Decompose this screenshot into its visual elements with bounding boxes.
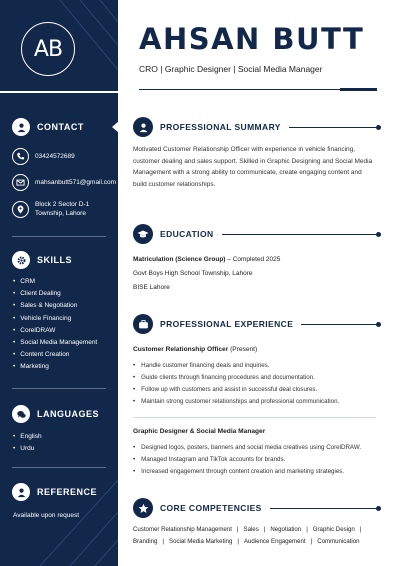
competency-item: Social Media Marketing [169,538,233,545]
sidebar-separator [12,388,106,389]
skills-heading [12,251,72,269]
languages-heading-label: LANGUAGES [37,409,100,419]
skill-item: • Social Media Management [13,337,97,349]
contact-heading [12,118,84,136]
sidebar [0,0,118,566]
speech-bubble-icon [12,405,30,423]
reference-heading-label: REFERENCE [37,487,98,497]
competency-item: Communication [317,538,360,545]
sidebar-separator [12,236,106,237]
phone-number[interactable]: 03424572689 [35,153,75,160]
competencies-heading-label: CORE COMPETENCIES [160,503,262,513]
competency-item: Audience Engagement [243,538,306,545]
competencies-row-2: Branding | Social Media Marketing | Audience Engagement | Communication [133,538,360,545]
job-separator [133,417,376,418]
competencies-row-1: Customer Relationship Management | Sales | Negotiation | Graphic Design | [133,526,362,533]
gear-icon [12,251,30,269]
summary-heading [133,117,379,137]
skill-item: • CorelDRAW [13,325,97,337]
user-icon [133,117,153,137]
job-bullet: • Managed Instagram and TikTok accounts for brands. [133,454,361,466]
skill-item: • Client Dealing [13,288,97,300]
heading-rule [270,508,379,509]
phone-icon [12,148,29,165]
job-title [133,346,257,353]
language-item: • Urdu [13,443,42,455]
skills-list [13,276,97,374]
education-degree [133,256,280,263]
sidebar-separator [12,467,106,468]
job-bullet: • Handle customer financing deals and inquiries. [133,360,339,372]
briefcase-icon [133,314,153,334]
job-bullet: • Follow up with customers and assist in successful deal closures. [133,384,339,396]
reference-heading [12,483,97,501]
sidebar-divider [0,91,118,93]
candidate-tagline: CRO | Graphic Designer | Social Media Manager [139,64,323,74]
competency-item: Branding [133,538,158,545]
contact-heading-label: CONTACT [37,122,84,132]
education-board: BISE Lahore [133,284,170,291]
heading-rule [222,234,380,235]
job-bullets [133,360,339,408]
experience-heading [133,314,379,334]
skills-heading-label: SKILLS [37,255,73,265]
education-heading [133,224,379,244]
degree-completion: – Completed 2025 [225,256,281,263]
job-title-text: Graphic Designer & Social Media Manager [133,428,266,435]
address-line-2: Township, Lahore [35,210,86,217]
skill-item: • Vehicle Financing [13,313,97,325]
language-item: • English [13,431,42,443]
skill-item: • CRM [13,276,97,288]
competency-item: Customer Relationship Management [133,526,232,533]
name-underline-accent [340,88,377,91]
envelope-icon [12,174,29,191]
job-bullet: • Designed logos, posters, banners and social media creatives using CorelDRAW. [133,442,361,454]
languages-heading [12,405,99,423]
address-line-1: Block 2 Sector D-1 [35,201,90,208]
job-bullets [133,442,361,478]
job-title-text: Customer Relationship Officer [133,346,229,353]
monogram-logo: AB [21,22,75,76]
competency-item: Sales [243,526,259,533]
heading-rule [289,127,379,128]
reference-text: Available upon request [13,512,80,519]
user-icon [12,483,30,501]
education-school: Govt Boys High School Township, Lahore [133,270,253,277]
job-bullet: • Maintain strong customer relationships and professional communication. [133,396,339,408]
location-pin-icon [12,201,29,218]
competency-item: Graphic Design [312,526,355,533]
email-address[interactable]: mahsanbutt571@gmail.com [35,179,117,186]
job-bullet: • Guide clients through financing procedures and documentation. [133,372,339,384]
heading-rule [301,324,379,325]
address [35,200,89,218]
competency-item: Negotiation [270,526,302,533]
contact-email [12,174,116,191]
summary-heading-label: PROFESSIONAL SUMMARY [160,122,281,132]
candidate-name: AHSAN BUTT [139,22,365,56]
skill-item: • Sales & Negotiation [13,300,97,312]
job-period: (Present) [228,346,258,353]
summary-text: Motivated Customer Relationship Officer with experience in vehicle financing, customer dealing and sales support. Skilled in Graphic Designing and Social Media Management with a strong ability to communicate, create engaging content and build customer relationships. [133,146,373,188]
star-icon [133,498,153,518]
job-title [133,428,265,435]
degree-name: Matriculation (Science Group) [133,256,226,263]
graduation-cap-icon [133,224,153,244]
contact-address [12,200,89,218]
languages-list [13,431,42,455]
experience-heading-label: PROFESSIONAL EXPERIENCE [160,319,294,329]
contact-phone [12,148,75,165]
competencies-heading [133,498,379,518]
skill-item: • Content Creation [13,349,97,361]
user-icon [12,118,30,136]
education-heading-label: EDUCATION [160,229,214,239]
skill-item: • Marketing [13,361,97,373]
job-bullet: • Increased engagement through content creation and marketing strategies. [133,466,361,478]
sidebar-notch [112,121,119,133]
